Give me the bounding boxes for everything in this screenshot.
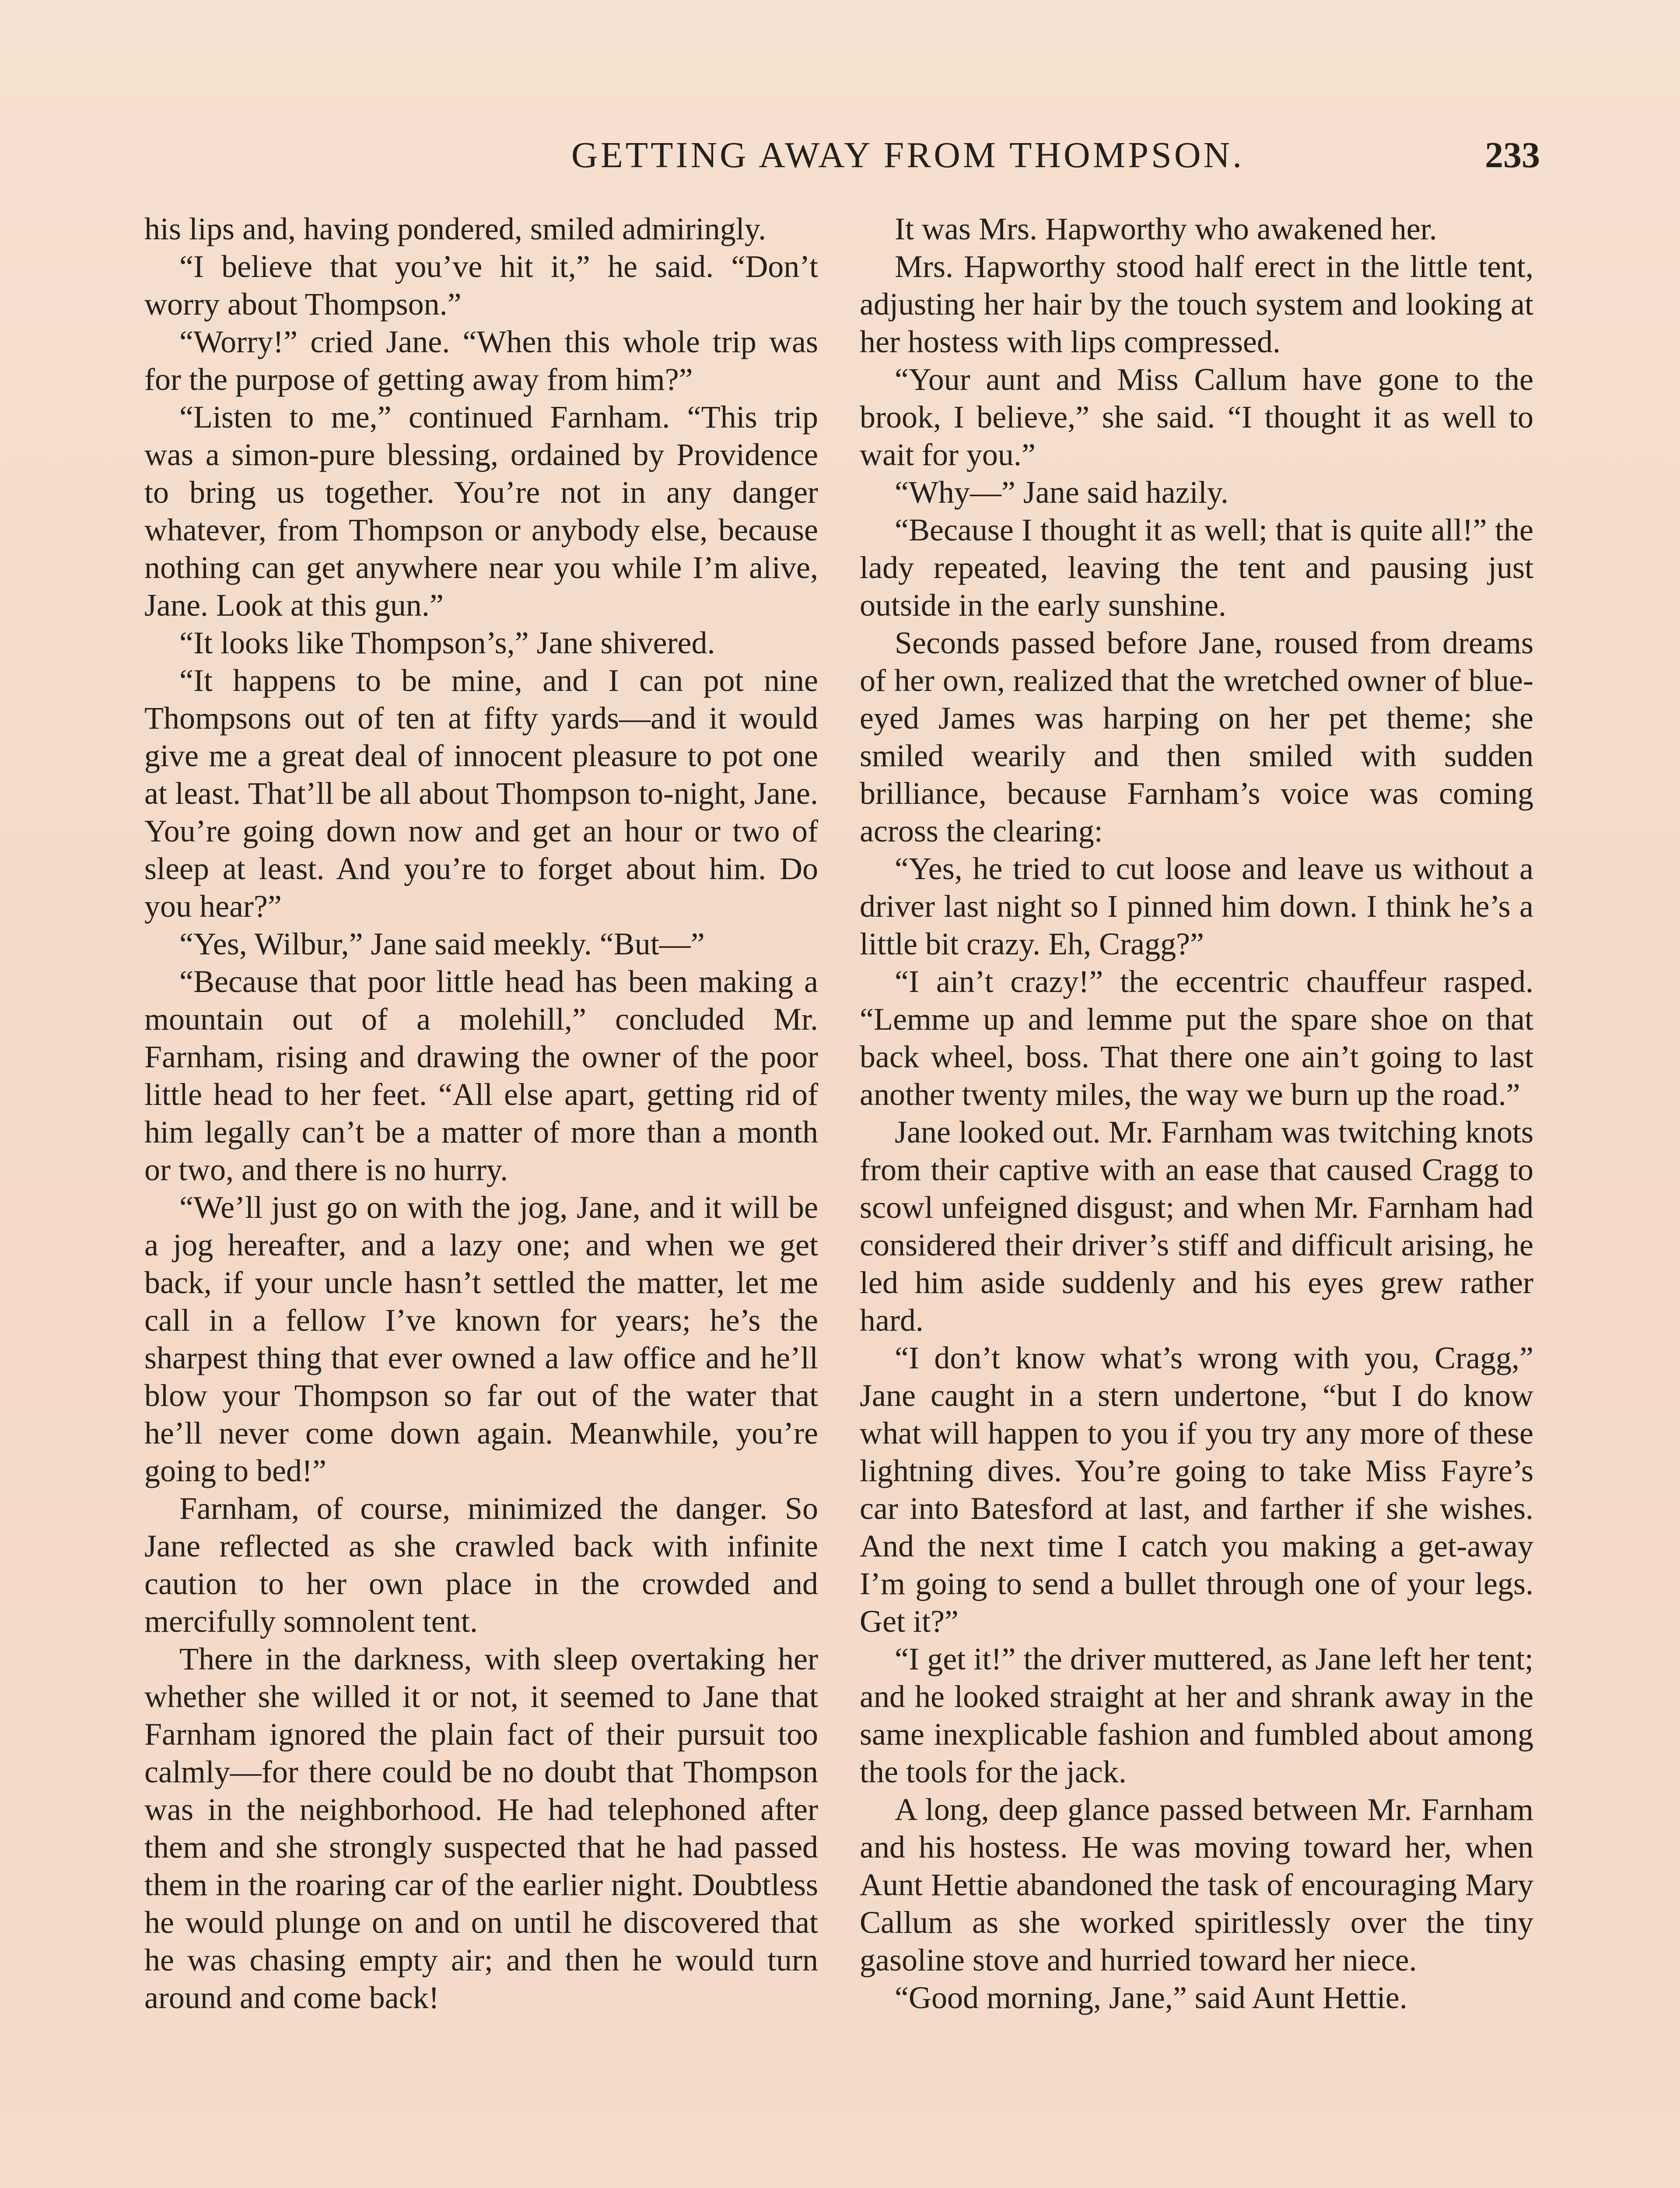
right-text-column (860, 210, 1533, 2016)
paragraph: Jane looked out. Mr. Farnham was twitching knots from their captive with an ease that caused Cragg to scowl unfeigned disgust; and when Mr. Farnham had considered their driver’s stiff and difficult arising, he led him aside suddenly and his eyes grew rather hard. (860, 1115, 1533, 1338)
paragraph: Farnham, of course, minimized the danger. So Jane reflected as she crawled back with infinite caution to her own place in the crowded and mercifully somnolent tent. (144, 1491, 818, 1639)
paragraph: “I don’t know what’s wrong with you, Cragg,” Jane caught in a stern undertone, “but I do know what will happen to you if you try any more of these lightning dives. You’re going to take Miss Fayre’s car into Batesford at last, and farther if she wishes. And the next time I catch you making a get-away I’m going to send a bullet through one of your legs. Get it?” (860, 1340, 1533, 1639)
page-header (144, 131, 1540, 179)
paragraph: “Yes, he tried to cut loose and leave us without a driver last night so I pinned him down. I think he’s a little bit crazy. Eh, Cragg?” (860, 851, 1533, 961)
paragraph: “It happens to be mine, and I can pot nine Thompsons out of ten at fifty yards—and it would give me a great deal of innocent pleasure to pot one at least. That’ll be all about Thompson to-night, Jane. You’re going down now and get an hour or two of sleep at least. And you’re to forget about him. Do you hear?” (144, 663, 818, 924)
left-text-column (144, 210, 818, 2016)
paragraph: his lips and, having pondered, smiled admiringly. (144, 211, 766, 246)
page-number: 233 (1485, 135, 1540, 175)
running-title: GETTING AWAY FROM THOMPSON. (571, 135, 1245, 175)
paragraph: “We’ll just go on with the jog, Jane, and it will be a jog hereafter, and a lazy one; and when we get back, if your uncle hasn’t settled the matter, let me call in a fellow I’ve known for years; he’s the sharpest thing that ever owned a law office and he’ll blow your Thompson so far out of the water that he’ll never come down again. Meanwhile, you’re going to bed!” (144, 1190, 818, 1488)
paragraph: “Your aunt and Miss Callum have gone to the brook, I believe,” she said. “I thought it as well to wait for you.” (860, 362, 1533, 472)
paragraph: A long, deep glance passed between Mr. Farnham and his hostess. He was moving toward her, when Aunt Hettie abandoned the task of encouraging Mary Callum as she worked spiritlessly over the tiny gasoline stove and hurried toward her niece. (860, 1792, 1533, 1978)
paragraph: Seconds passed before Jane, roused from dreams of her own, realized that the wretched owner of blue-eyed James was harping on her pet theme; she smiled wearily and then smiled with sudden brilliance, because Farnham’s voice was coming across the clearing: (860, 625, 1533, 849)
paragraph: “It looks like Thompson’s,” Jane shivered. (179, 625, 715, 660)
paragraph: “Because I thought it as well; that is quite all!” the lady repeated, leaving the tent and pausing just outside in the early sunshine. (860, 512, 1533, 623)
paragraph: It was Mrs. Hapworthy who awakened her. (895, 211, 1437, 246)
paragraph: “I believe that you’ve hit it,” he said. “Don’t worry about Thompson.” (144, 249, 818, 322)
paragraph: “I ain’t crazy!” the eccentric chauffeur rasped. “Lemme up and lemme put the spare shoe on that back wheel, boss. That there one ain’t going to last another twenty miles, the way we burn up the road.” (860, 964, 1533, 1112)
paragraph: Mrs. Hapworthy stood half erect in the little tent, adjusting her hair by the touch system and looking at her hostess with lips compressed. (860, 249, 1533, 359)
paragraph: There in the darkness, with sleep overtaking her whether she willed it or not, it seemed to Jane that Farnham ignored the plain fact of their pursuit too calmly—for there could be no doubt that Thompson was in the neighborhood. He had telephoned after them and she strongly suspected that he had passed them in the roaring car of the earlier night. Doubtless he would plunge on and on until he discovered that he was chasing empty air; and then he would turn around and come back! (144, 1641, 818, 2015)
paragraph: “Good morning, Jane,” said Aunt Hettie. (895, 1980, 1407, 2015)
paragraph: “Why—” Jane said hazily. (895, 475, 1229, 510)
paragraph: “I get it!” the driver muttered, as Jane left her tent; and he looked straight at her and shrank away in the same inexplicable fashion and fumbled about among the tools for the jack. (860, 1641, 1533, 1789)
paragraph: “Worry!” cried Jane. “When this whole trip was for the purpose of getting away from him?” (144, 324, 818, 397)
paragraph: “Listen to me,” continued Farnham. “This trip was a simon-pure blessing, ordained by Providence to bring us together. You’re not in any danger whatever, from Thompson or anybody else, because nothing can get anywhere near you while I’m alive, Jane. Look at this gun.” (144, 400, 818, 623)
paragraph: “Yes, Wilbur,” Jane said meekly. “But—” (179, 926, 705, 961)
paragraph: “Because that poor little head has been making a mountain out of a molehill,” concluded Mr. Farnham, rising and drawing the owner of the poor little head to her feet. “All else apart, getting rid of him legally can’t be a matter of more than a month or two, and there is no hurry. (144, 964, 818, 1187)
